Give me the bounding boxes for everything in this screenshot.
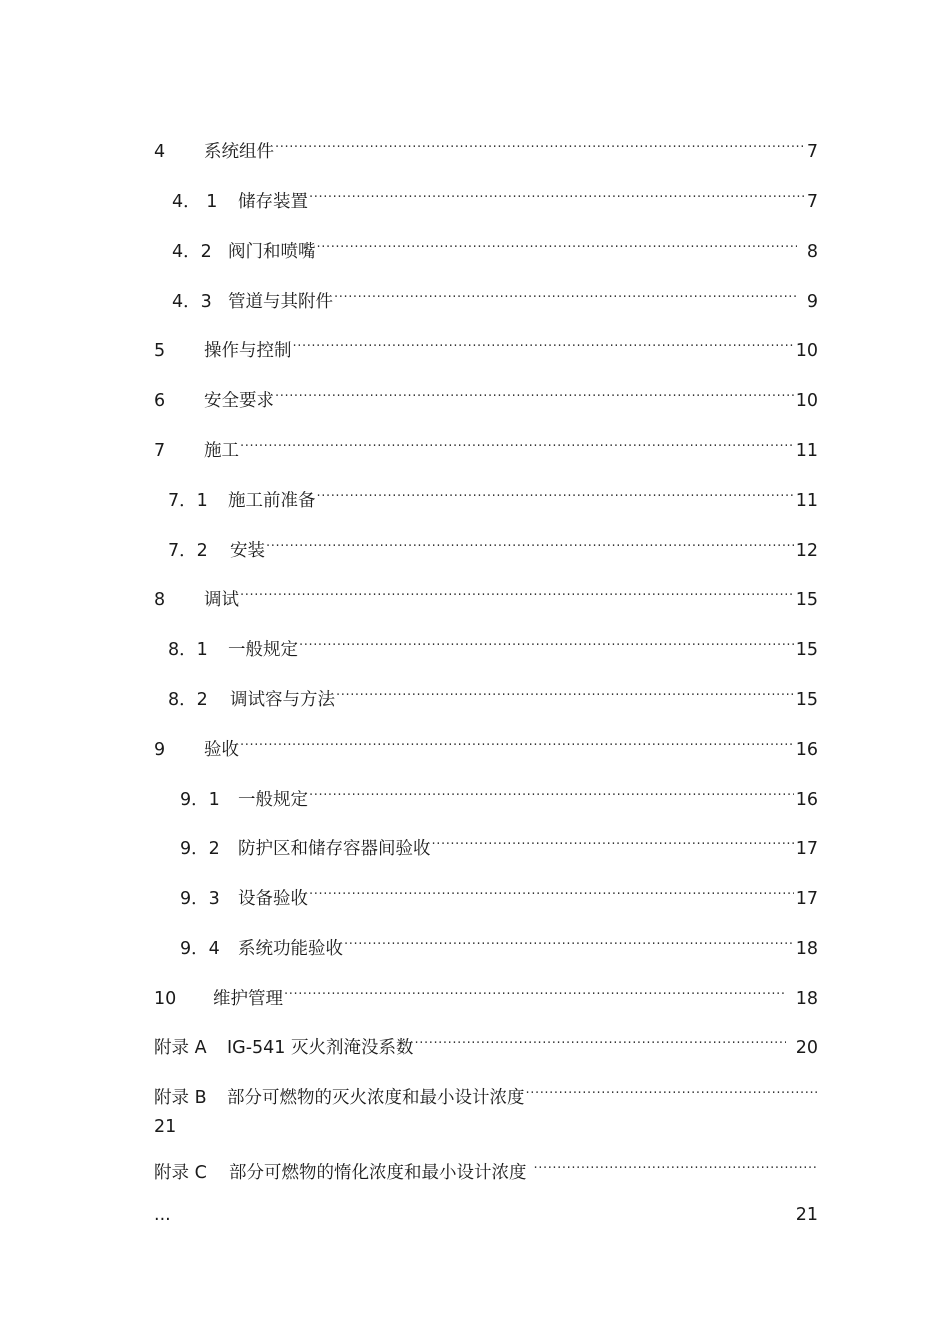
toc-entry-page: 8 bbox=[806, 242, 818, 262]
toc-entry-title: 维护管理 bbox=[213, 989, 283, 1009]
toc-entry-page: 10 bbox=[795, 391, 818, 411]
toc-leader-dots bbox=[415, 1027, 786, 1053]
toc-entry[interactable] bbox=[180, 878, 818, 909]
toc-entry-title: 阀门和喷嘴 bbox=[228, 242, 316, 262]
toc-entry-number: 附录 A bbox=[154, 1038, 207, 1058]
toc-leader-dots bbox=[344, 928, 794, 954]
toc-entry-number: 9．3 bbox=[180, 889, 220, 909]
toc-entry-appendix-c[interactable] bbox=[154, 1152, 818, 1183]
toc-entry[interactable] bbox=[168, 480, 818, 511]
toc-entry-title: 防护区和储存容器间验收 bbox=[238, 839, 431, 859]
toc-entry-title: 安装 bbox=[230, 541, 265, 561]
toc-leader-dots bbox=[309, 779, 794, 805]
toc-leader-dots bbox=[293, 330, 794, 356]
toc-entry-page: 11 bbox=[795, 491, 818, 511]
toc-entry-title: IG-541 灭火剂淹没系数 bbox=[227, 1038, 414, 1058]
toc-entry-page: 21 bbox=[154, 1117, 177, 1137]
toc-entry-number: 8．2 bbox=[168, 690, 208, 710]
toc-entry-number: 9．4 bbox=[180, 939, 220, 959]
toc-entry-number: 7．2 bbox=[168, 541, 208, 561]
toc-entry[interactable] bbox=[154, 978, 818, 1009]
toc-entry[interactable] bbox=[172, 281, 818, 312]
toc-entry-number: 4． 1 bbox=[172, 192, 218, 212]
toc-leader-dots bbox=[334, 281, 797, 307]
toc-entry-number: 附录 C bbox=[154, 1163, 207, 1183]
toc-leader-dots bbox=[275, 380, 794, 406]
toc-leader-dots bbox=[275, 131, 805, 157]
toc-entry-title: 调试容与方法 bbox=[230, 690, 335, 710]
toc-entry-number: 7．1 bbox=[168, 491, 208, 511]
toc-entry-page: 16 bbox=[795, 790, 818, 810]
toc-entry[interactable] bbox=[154, 430, 818, 461]
toc-entry-title: 部分可燃物的灭火浓度和最小设计浓度 bbox=[227, 1088, 525, 1108]
toc-entry[interactable] bbox=[180, 928, 818, 959]
toc-entry-page: 18 bbox=[795, 939, 818, 959]
toc-entry[interactable] bbox=[154, 131, 818, 162]
toc-entry-page: 7 bbox=[806, 142, 818, 162]
toc-entry-title: 部分可燃物的惰化浓度和最小设计浓度 bbox=[229, 1163, 527, 1183]
toc-entry-appendix-b[interactable] bbox=[154, 1077, 818, 1108]
toc-leader-dots bbox=[317, 480, 794, 506]
toc-leader-dots bbox=[309, 181, 805, 207]
toc-leader-dots bbox=[284, 978, 786, 1004]
toc-entry-title: 操作与控制 bbox=[204, 341, 292, 361]
toc-entry-title: 系统组件 bbox=[204, 142, 274, 162]
toc-entry-title: 施工前准备 bbox=[228, 491, 316, 511]
toc-entry[interactable] bbox=[168, 629, 818, 660]
toc-entry-page: 21 bbox=[795, 1205, 818, 1225]
toc-entry-number: 10 bbox=[154, 989, 177, 1009]
toc-leader-dots bbox=[317, 231, 797, 257]
toc-entry[interactable] bbox=[172, 181, 818, 212]
toc-entry-title: 施工 bbox=[204, 441, 239, 461]
toc-entry[interactable] bbox=[154, 330, 818, 361]
toc-entry[interactable] bbox=[154, 380, 818, 411]
toc-entry-page: 12 bbox=[795, 541, 818, 561]
toc-entry-title: 管道与其附件 bbox=[228, 292, 333, 312]
toc-entry-page: 18 bbox=[795, 989, 818, 1009]
toc-entry-page: 16 bbox=[795, 740, 818, 760]
toc-entry-title: 安全要求 bbox=[204, 391, 274, 411]
toc-entry-number: 8．1 bbox=[168, 640, 208, 660]
toc-entry-page: 15 bbox=[795, 640, 818, 660]
toc-entry-number: 4 bbox=[154, 142, 166, 162]
toc-leader-dots bbox=[526, 1077, 819, 1103]
toc-leader-continuation: ... bbox=[154, 1205, 171, 1225]
toc-entry-page: 15 bbox=[795, 590, 818, 610]
toc-leader-dots bbox=[240, 579, 794, 605]
toc-entry-page: 20 bbox=[795, 1038, 818, 1058]
toc-leader-dots bbox=[432, 828, 794, 854]
toc-entry-title: 设备验收 bbox=[238, 889, 308, 909]
toc-entry-number: 7 bbox=[154, 441, 166, 461]
toc-entry-page: 10 bbox=[795, 341, 818, 361]
toc-entry-number: 8 bbox=[154, 590, 166, 610]
toc-entry-number: 5 bbox=[154, 341, 166, 361]
toc-leader-dots bbox=[309, 878, 794, 904]
toc-leader-dots bbox=[266, 530, 794, 556]
toc-leader-dots bbox=[534, 1152, 819, 1178]
toc-entry-page: 15 bbox=[795, 690, 818, 710]
toc-entry-number: 9．1 bbox=[180, 790, 220, 810]
toc-entry-page: 7 bbox=[806, 192, 818, 212]
toc-entry-page: 11 bbox=[795, 441, 818, 461]
toc-entry-number: 4．3 bbox=[172, 292, 212, 312]
toc-entry-page: 17 bbox=[795, 889, 818, 909]
toc-entry-title: 调试 bbox=[204, 590, 239, 610]
toc-entry[interactable] bbox=[154, 579, 818, 610]
toc-entry[interactable] bbox=[168, 679, 818, 710]
toc-entry-title: 系统功能验收 bbox=[238, 939, 343, 959]
toc-leader-dots bbox=[240, 729, 794, 755]
toc-entry[interactable] bbox=[154, 729, 818, 760]
toc-entry[interactable] bbox=[180, 779, 818, 810]
toc-entry-page: 9 bbox=[806, 292, 818, 312]
toc-entry-page: 17 bbox=[795, 839, 818, 859]
toc-entry-title: 验收 bbox=[204, 740, 239, 760]
toc-entry-number: 9．2 bbox=[180, 839, 220, 859]
toc-entry-number: 4．2 bbox=[172, 242, 212, 262]
toc-entry[interactable] bbox=[168, 530, 818, 561]
toc-entry[interactable] bbox=[172, 231, 818, 262]
toc-entry-title: 一般规定 bbox=[228, 640, 298, 660]
toc-leader-dots bbox=[299, 629, 794, 655]
toc-entry-number: 附录 B bbox=[154, 1088, 207, 1108]
toc-leader-dots bbox=[240, 430, 794, 456]
toc-entry-title: 一般规定 bbox=[238, 790, 308, 810]
toc-leader-dots bbox=[336, 679, 794, 705]
toc-entry-title: 储存装置 bbox=[238, 192, 308, 212]
toc-entry-number: 9 bbox=[154, 740, 166, 760]
toc-entry[interactable] bbox=[180, 828, 818, 859]
toc-entry[interactable] bbox=[154, 1027, 818, 1058]
toc-entry-number: 6 bbox=[154, 391, 166, 411]
